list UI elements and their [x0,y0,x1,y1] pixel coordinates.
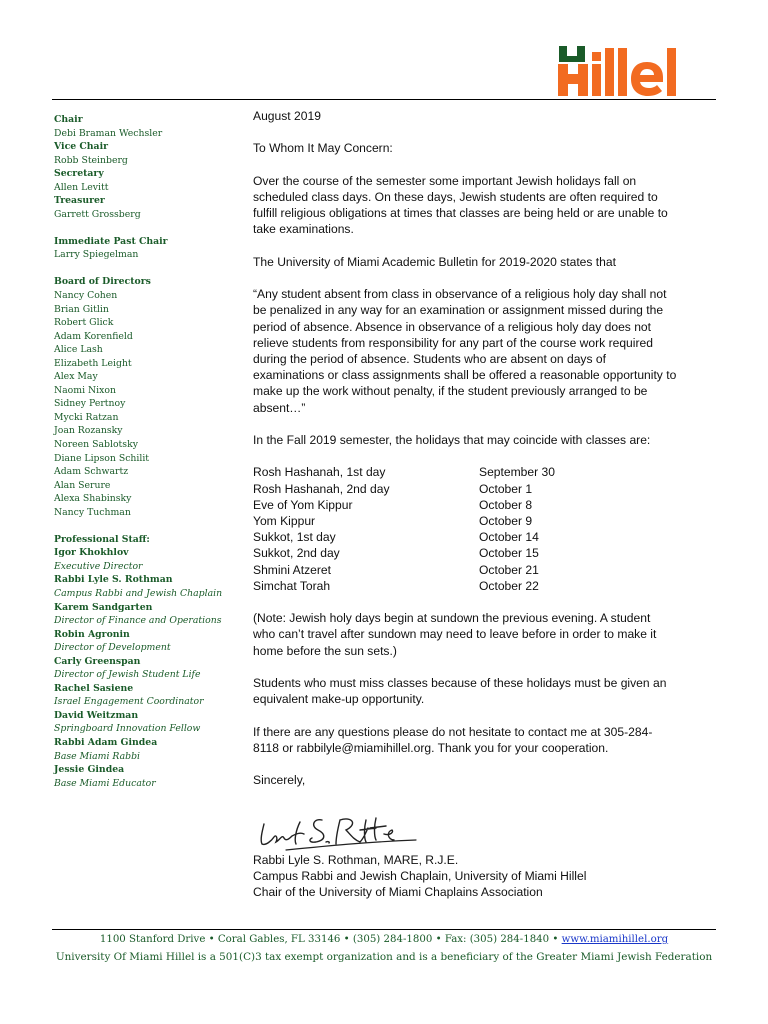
officer-role: Chair [54,114,83,125]
holiday-date: September 30 [479,465,555,480]
footer-tax-line: University Of Miami Hillel is a 501(C)3 tax exempt organization and is a beneficiary of the Greater Miami Jewish Federation [55,950,713,963]
officer-name: Garrett Grossberg [54,208,141,220]
paragraph-bulletin: The University of Miami Academic Bulletin for 2019-2020 states that [253,254,616,269]
board-member: Brian Gitlin [54,303,109,315]
handwritten-signature [256,810,421,854]
paragraph-contact [253,724,743,756]
holiday-row [253,529,743,545]
letter-body [253,108,743,788]
footer-divider [52,929,716,930]
staff-title: Israel Engagement Coordinator [54,696,204,708]
letter-salutation: To Whom It May Concern: [253,141,393,156]
hillel-logo [556,40,716,98]
text-line: Students who must miss classes because of these holidays must be given an [253,675,667,690]
board-member: Adam Schwartz [54,466,129,478]
staff-title: Campus Rabbi and Jewish Chaplain [54,588,223,599]
officer-role: Vice Chair [54,141,109,153]
board-member: Alan Serure [54,479,111,491]
letter-date: August 2019 [253,109,321,123]
text-line: equivalent make-up opportunity. [253,692,425,707]
signer-name: Rabbi Lyle S. Rothman, MARE, R.J.E. [253,853,459,867]
signature-mark [256,810,421,854]
holiday-name: Sukkot, 1st day [253,530,336,545]
hillel-logo-mark [556,40,716,98]
website-link[interactable]: www.miamihillel.org [561,934,669,945]
board-member: Alex May [54,371,98,383]
staff-name: Igor Khokhlov [54,547,129,559]
text-line: during the period of absence. Students who are absent on days of [253,351,606,366]
text-line: take examinations. [253,222,354,237]
text-line: “Any student absent from class in observance of a religious holy day shall not [253,287,667,302]
text-line: relieve students from responsibility for any part of the course work required [253,335,653,350]
text-line: (Note: Jewish holy days begin at sundown the previous evening. A student [253,611,651,626]
staff-list [54,546,244,790]
holiday-name: Rosh Hashanah, 2nd day [253,481,390,496]
past-chair-role: Immediate Past Chair [54,235,168,247]
holiday-name: Shmini Atzeret [253,562,331,577]
text-line: be penalized in any way for an examination or assignment missed during the [253,303,664,318]
staff-name: Rabbi Adam Gindea [54,737,158,749]
holiday-date: October 8 [479,497,533,512]
holiday-row [253,545,743,561]
board-member: Mycki Ratzan [54,411,119,423]
holiday-row [253,562,743,578]
officer-chair [54,113,244,140]
holiday-date: October 9 [479,513,533,528]
holiday-row [253,481,743,497]
board-member: Nancy Cohen [54,290,118,302]
staff-name: David Weitzman [54,709,139,721]
holiday-date: October 15 [479,546,539,561]
board-member: Sidney Pertnoy [54,398,126,410]
holiday-row [253,578,743,594]
board-member: Noreen Sablotsky [54,439,138,451]
holiday-row [253,513,743,529]
board-member: Alice Lash [54,344,103,356]
text-line: scheduled class days. On these days, Jewish students are often required to [253,189,658,204]
staff-title: Director of Finance and Operations [54,615,222,627]
text-line: Over the course of the semester some important Jewish holidays fall on [253,173,637,188]
text-line: fulfill religious obligations at times that classes are being held or are unable to [253,206,668,221]
header-divider [52,99,716,100]
board-member: Elizabeth Leight [54,357,132,369]
staff-name: Robin Agronin [54,628,130,640]
board-member: Robert Glick [54,317,114,329]
holiday-date: October 21 [479,562,539,577]
officer-name: Robb Steinberg [54,154,128,166]
text-line: If there are any questions please do not hesitate to contact me at 305-284- [253,724,653,739]
paragraph-intro [253,173,743,238]
staff-title: Base Miami Educator [54,777,156,789]
board-heading: Board of Directors [54,276,151,288]
officer-role: Secretary [54,168,104,180]
staff-title: Director of Jewish Student Life [54,669,201,681]
staff-heading: Professional Staff: [54,533,150,545]
officer-name: Debi Braman Wechsler [54,127,163,139]
officer-secretary [54,167,244,194]
board-member: Alexa Shabinsky [54,493,132,505]
staff-name: Carly Greenspan [54,655,141,667]
holiday-date: October 1 [479,481,533,496]
holiday-row [253,497,743,513]
holiday-name: Simchat Torah [253,578,331,593]
holiday-name: Yom Kippur [253,513,316,528]
signer-title: Campus Rabbi and Jewish Chaplain, University of Miami Hillel [253,869,587,884]
footer [0,932,768,965]
officer-treasurer [54,194,244,221]
holiday-name: Rosh Hashanah, 1st day [253,465,386,480]
board-member: Naomi Nixon [54,384,116,396]
holiday-name: Sukkot, 2nd day [253,546,340,561]
text-line: period of absence. Absence in observance of a religious holy day does not [253,319,652,334]
text-line: 8118 or rabbilyle@miamihillel.org. Thank you for your cooperation. [253,740,609,755]
staff-name: Rachel Sasiene [54,682,134,694]
staff-title: Director of Development [54,642,171,654]
past-chair [54,235,244,262]
staff-name: Jessie Gindea [54,764,125,776]
holiday-date: October 22 [479,578,539,593]
staff-name: Rabbi Lyle S. Rothman [54,574,173,586]
staff-name: Karem Sandgarten [54,601,153,613]
board-member: Nancy Tuchman [54,506,131,518]
board-list [54,289,244,519]
holiday-date: October 14 [479,530,539,545]
text-line: examinations or class assignments shall be offered a reasonable opportunity to [253,368,677,383]
footer-address-line [0,932,768,949]
text-line: home before the sun sets.) [253,643,397,658]
staff-title: Base Miami Rabbi [54,750,141,762]
officer-vice-chair [54,140,244,167]
letter-closing: Sincerely, [253,773,306,788]
staff-title: Executive Director [54,560,143,572]
signer-affiliation: Chair of the University of Miami Chaplains Association [253,885,543,900]
text-line: absent…” [253,400,306,415]
board-member: Diane Lipson Schilit [54,452,150,464]
footer-address: 1100 Stanford Drive • Coral Gables, FL 33146 • (305) 284-1800 • Fax: (305) 284-1840 • [99,934,562,945]
text-line: who can’t travel after sundown may need to leave before in order to make it [253,627,657,642]
paragraph-makeup [253,675,743,707]
holiday-row [253,464,743,480]
officer-role: Treasurer [54,195,105,207]
signature-block [253,852,586,901]
past-chair-name: Larry Spiegelman [54,249,139,261]
holiday-name: Eve of Yom Kippur [253,497,353,512]
paragraph-note [253,610,743,659]
officer-name: Allen Levitt [54,181,109,193]
board-sidebar [54,113,244,790]
board-member: Joan Rozansky [54,425,123,437]
paragraph-holidays-intro: In the Fall 2019 semester, the holidays that may coincide with classes are: [253,432,651,447]
holiday-list [253,464,743,594]
bulletin-quote [253,286,743,416]
text-line: make up the work without penalty, if the student previously arranged to be [253,384,648,399]
board-member: Adam Korenfield [54,330,133,342]
staff-title: Springboard Innovation Fellow [54,723,201,735]
